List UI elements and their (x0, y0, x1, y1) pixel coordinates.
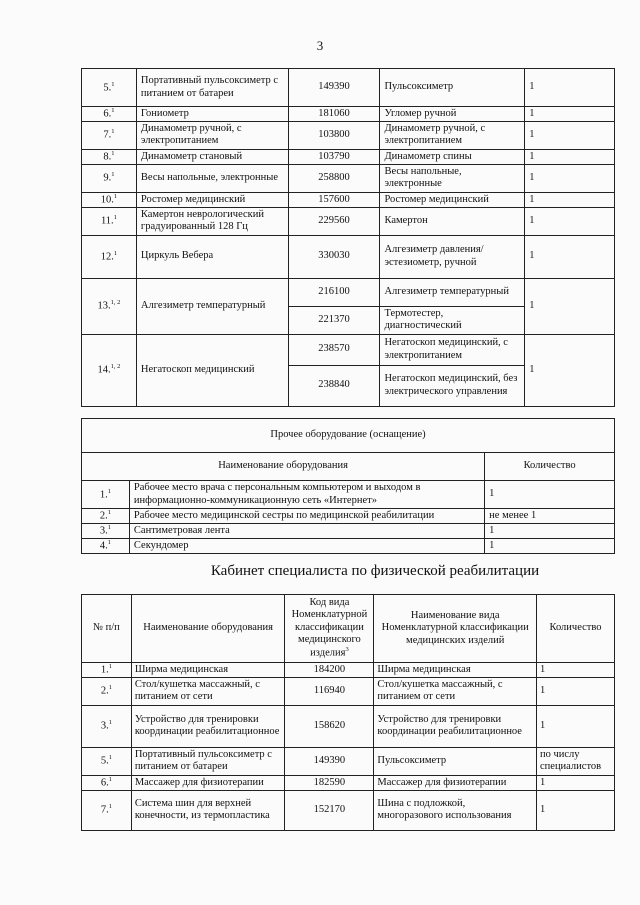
equipment-type: Камертон (380, 207, 525, 235)
equipment-code: 229560 (288, 207, 380, 235)
row-number-sup: 1 (107, 487, 112, 495)
equipment-code: 258800 (288, 164, 380, 192)
equipment-quantity: 1 (525, 149, 615, 164)
equipment-name: Портативный пульсоксиметр с питанием от батареи (131, 747, 285, 775)
row-number-text: 2. (100, 685, 109, 697)
table-row (82, 509, 615, 524)
equipment-type: Стол/кушетка массажный, с питанием от сети (374, 677, 537, 705)
table-row (82, 677, 615, 705)
equipment-code: 182590 (285, 775, 374, 790)
row-number (82, 235, 137, 278)
equipment-type: Негатоскоп медицинский, с электропитанием (380, 334, 525, 365)
row-number (82, 509, 130, 524)
equipment-type: Массажер для физиотерапии (374, 775, 537, 790)
table-row (82, 523, 615, 538)
row-number-sup: 1 (107, 509, 112, 516)
row-number (82, 149, 137, 164)
equipment-type: Алгезиметр температурный (380, 278, 525, 306)
table-row (82, 775, 615, 790)
physical-rehab-table (81, 594, 615, 831)
row-number-sup: 1 (111, 107, 115, 114)
header-code (285, 595, 374, 663)
equipment-code: 152170 (285, 790, 374, 830)
row-number-sup: 1 (111, 128, 115, 136)
equipment-code: 149390 (288, 69, 380, 107)
table-row (82, 121, 615, 149)
row-number (82, 790, 132, 830)
table-row (82, 207, 615, 235)
row-number-sup: 1 (107, 523, 112, 531)
header-code-sup: 3 (345, 646, 349, 654)
row-number-sup: 1 (111, 149, 115, 157)
equipment-quantity: 1 (525, 334, 615, 406)
equipment-name: Негатоскоп медицинский (136, 334, 288, 406)
row-number-sup: 1 (108, 663, 112, 670)
row-number (82, 677, 132, 705)
table-row (82, 663, 615, 678)
table-row (82, 278, 615, 306)
equipment-type: Динамометр ручной, с электропитанием (380, 121, 525, 149)
equipment-quantity: 1 (537, 677, 615, 705)
row-number-sup: 1, 2 (110, 299, 121, 307)
header-name: Наименование оборудования (131, 595, 285, 663)
equipment-table (81, 68, 615, 407)
header-number: № п/п (82, 595, 132, 663)
row-number (82, 164, 137, 192)
equipment-name: Рабочее место врача с персональным компьютером и выходом в информационно-коммуникационную сеть «Интернет» (129, 481, 484, 509)
equipment-code: 184200 (285, 663, 374, 678)
equipment-type: Негатоскоп медицинский, без электрического управления (380, 365, 525, 406)
row-number-text: 10. (100, 194, 114, 206)
header-code-text: Код вида Номенклатурной классификации медицинского изделия (291, 596, 368, 659)
row-number (82, 705, 132, 747)
equipment-type: Динамометр спины (380, 149, 525, 164)
equipment-quantity: 1 (525, 121, 615, 149)
table-row (82, 107, 615, 122)
equipment-type: Ростомер медицинский (380, 192, 525, 207)
row-number (82, 192, 137, 207)
row-number-sup: 1 (107, 538, 112, 546)
row-number (82, 334, 137, 406)
row-number (82, 481, 130, 509)
equipment-name: Система шин для верхней конечности, из термопластика (131, 790, 285, 830)
row-number (82, 278, 137, 334)
header-type: Наименование вида Номенклатурной классификации медицинских изделий (374, 595, 537, 663)
equipment-quantity: 1 (525, 107, 615, 122)
equipment-name: Весы напольные, электронные (136, 164, 288, 192)
row-number-text: 3. (99, 525, 108, 537)
row-number-text: 7. (100, 804, 109, 816)
table-row (82, 747, 615, 775)
equipment-type: Пульсоксиметр (380, 69, 525, 107)
equipment-quantity: 1 (525, 192, 615, 207)
row-number-sup: 1 (108, 803, 112, 811)
equipment-name: Камертон неврологический градуированный 128 Гц (136, 207, 288, 235)
table-row (82, 538, 615, 553)
row-number-sup: 1 (111, 80, 115, 88)
row-number-sup: 1 (113, 214, 117, 222)
other-equipment-table (81, 418, 615, 554)
row-number-text: 12. (100, 251, 114, 263)
equipment-code: 149390 (285, 747, 374, 775)
table-row (82, 790, 615, 830)
table-row (82, 481, 615, 509)
row-number-text: 1. (100, 664, 109, 676)
equipment-code: 103800 (288, 121, 380, 149)
equipment-quantity: 1 (485, 523, 615, 538)
equipment-code: 181060 (288, 107, 380, 122)
row-number-text: 9. (103, 172, 112, 184)
row-number-sup: 1 (108, 684, 112, 692)
table-row (82, 235, 615, 278)
equipment-code: 158620 (285, 705, 374, 747)
equipment-name: Устройство для тренировки координации реабилитационное (131, 705, 285, 747)
row-number-text: 11. (100, 215, 114, 227)
row-number-sup: 1 (108, 775, 112, 783)
row-number (82, 69, 137, 107)
row-number-text: 8. (103, 151, 112, 163)
equipment-type: Термотестер, диагностический (380, 306, 525, 334)
table-row (82, 334, 615, 365)
column-header-name: Наименование оборудования (82, 453, 485, 481)
row-number-sup: 1 (113, 192, 118, 200)
row-number (82, 523, 130, 538)
equipment-type: Устройство для тренировки координации реабилитационное (374, 705, 537, 747)
row-number-text: 4. (99, 540, 108, 552)
equipment-quantity: 1 (525, 235, 615, 278)
equipment-type: Пульсоксиметр (374, 747, 537, 775)
equipment-quantity: 1 (525, 207, 615, 235)
equipment-type: Алгезиметр давления/эстезиометр, ручной (380, 235, 525, 278)
equipment-name: Динамометр ручной, с электропитанием (136, 121, 288, 149)
equipment-quantity: по числу специалистов (537, 747, 615, 775)
section-heading: Кабинет специалиста по физической реабилитации (210, 563, 540, 579)
equipment-code: 116940 (285, 677, 374, 705)
row-number-sup: 1 (108, 719, 112, 727)
row-number (82, 538, 130, 553)
equipment-quantity: 1 (525, 164, 615, 192)
row-number-sup: 1 (108, 754, 112, 762)
row-number-text: 1. (99, 489, 108, 501)
equipment-name: Циркуль Вебера (136, 235, 288, 278)
row-number (82, 207, 137, 235)
equipment-name: Гониометр (136, 107, 288, 122)
page-number: 3 (316, 38, 324, 53)
equipment-quantity: 1 (537, 705, 615, 747)
row-number-sup: 1 (111, 171, 115, 179)
equipment-type: Шина с подложкой, многоразового использования (374, 790, 537, 830)
equipment-name: Сантиметровая лента (129, 523, 484, 538)
equipment-quantity: 1 (537, 790, 615, 830)
equipment-code: 221370 (288, 306, 380, 334)
header-quantity: Количество (537, 595, 615, 663)
equipment-quantity: 1 (485, 481, 615, 509)
equipment-code: 330030 (288, 235, 380, 278)
equipment-quantity: 1 (537, 775, 615, 790)
row-number (82, 775, 132, 790)
table-row (82, 69, 615, 107)
equipment-name: Ростомер медицинский (136, 192, 288, 207)
equipment-code: 216100 (288, 278, 380, 306)
row-number-text: 13. (97, 300, 111, 312)
row-number-sup: 1 (113, 249, 118, 257)
table-row (82, 149, 615, 164)
equipment-quantity: 1 (485, 538, 615, 553)
column-header-quantity: Количество (485, 453, 615, 481)
row-number (82, 107, 137, 122)
equipment-code: 103790 (288, 149, 380, 164)
table-row (82, 192, 615, 207)
row-number (82, 121, 137, 149)
section-title: Прочее оборудование (оснащение) (82, 419, 615, 453)
equipment-code: 238570 (288, 334, 380, 365)
equipment-quantity: не менее 1 (485, 509, 615, 524)
equipment-name: Рабочее место медицинской сестры по медицинской реабилитации (129, 509, 484, 524)
row-number-text: 7. (103, 129, 112, 141)
equipment-quantity: 1 (525, 278, 615, 334)
row-number-text: 3. (100, 720, 109, 732)
equipment-type: Весы напольные, электронные (380, 164, 525, 192)
row-number-text: 6. (103, 108, 112, 120)
equipment-name: Динамометр становый (136, 149, 288, 164)
equipment-quantity: 1 (525, 69, 615, 107)
table-row (82, 705, 615, 747)
equipment-code: 157600 (288, 192, 380, 207)
equipment-name: Алгезиметр температурный (136, 278, 288, 334)
row-number-text: 2. (99, 510, 108, 522)
equipment-type: Ширма медицинская (374, 663, 537, 678)
equipment-name: Массажер для физиотерапии (131, 775, 285, 790)
equipment-name: Ширма медицинская (131, 663, 285, 678)
row-number-sup: 1, 2 (110, 363, 121, 371)
equipment-code: 238840 (288, 365, 380, 406)
equipment-quantity: 1 (537, 663, 615, 678)
row-number-text: 6. (100, 777, 109, 789)
row-number-text: 5. (100, 755, 109, 767)
equipment-name: Секундомер (129, 538, 484, 553)
equipment-type: Угломер ручной (380, 107, 525, 122)
equipment-name: Портативный пульсоксиметр с питанием от батареи (136, 69, 288, 107)
row-number-text: 14. (97, 364, 111, 376)
row-number (82, 747, 132, 775)
table-row (82, 164, 615, 192)
row-number (82, 663, 132, 678)
equipment-name: Стол/кушетка массажный, с питанием от сети (131, 677, 285, 705)
row-number-text: 5. (103, 82, 112, 94)
